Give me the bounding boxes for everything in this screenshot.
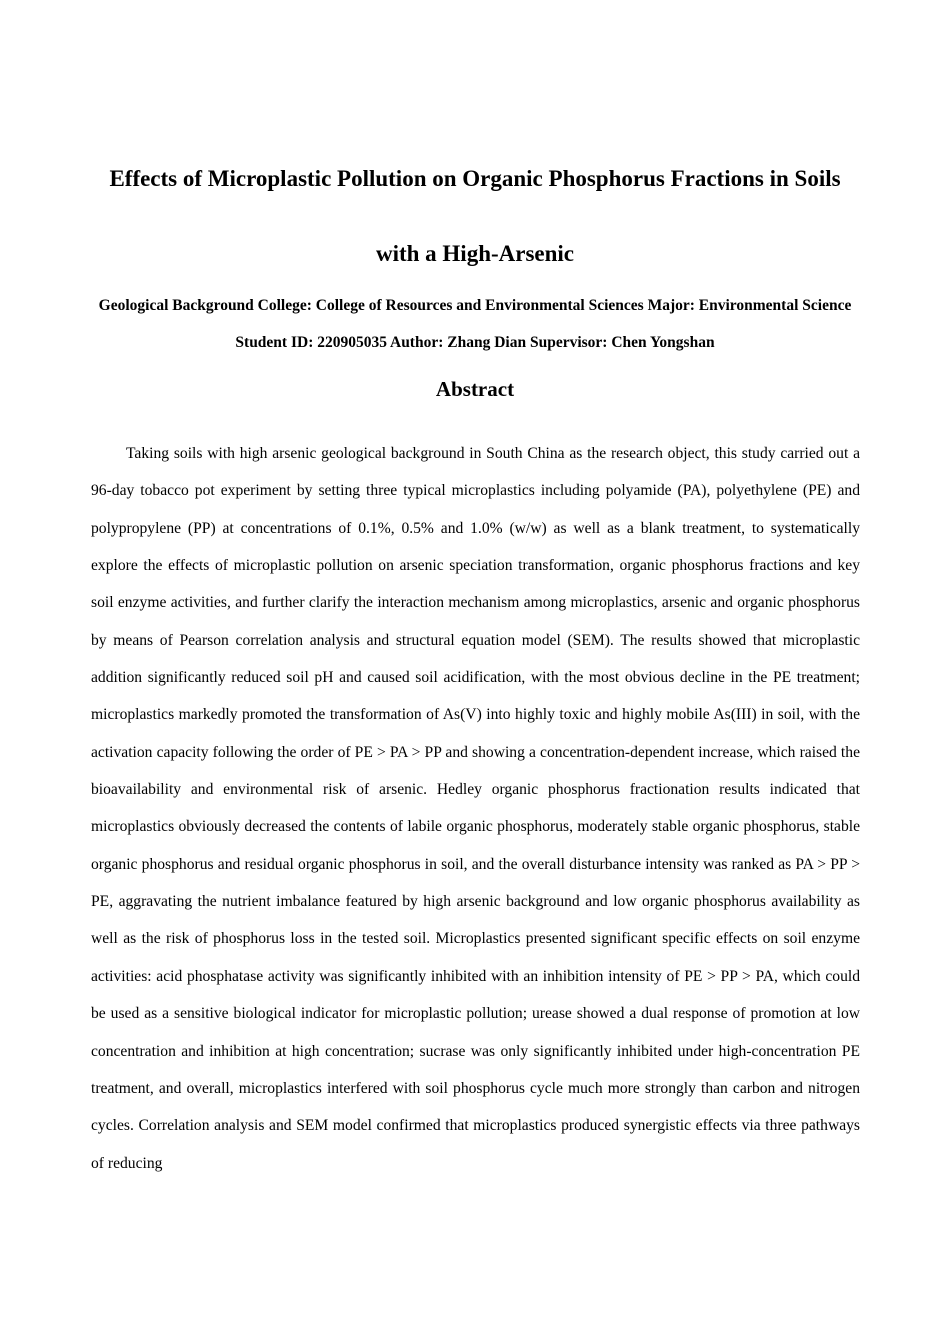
author-meta: Geological Background College: College of Resources and Environmental Sciences Major: Environmental Science Student ID: 220905035 Author: Zhang Dian Supervisor: Chen Yongshan <box>98 297 852 351</box>
abstract-body: Taking soils with high arsenic geological background in South China as the research object, this study carried out a 96-day tobacco pot experiment by setting three typical microplastics including polyamide (PA), polyethylene (PE) and polypropylene (PP) at concentrations of 0.1%, 0.5% and 1.0% (w/w) as well as a blank treatment, to systematically explore the effects of microplastic pollution on arsenic speciation transformation, organic phosphorus fractions and key soil enzyme activities, and further clarify the interaction mechanism among microplastics, arsenic and organic phosphorus by means of Pearson correlation analysis and structural equation model (SEM). The results showed that microplastic addition significantly reduced soil pH and caused soil acidification, with the most obvious decline in the PE treatment; microplastics markedly promoted the transformation of As(V) into highly toxic and highly mobile As(III) in soil, with the activation capacity following the order of PE > PA > PP and showing a concentration-dependent increase, which raised the bioavailability and environmental risk of arsenic. Hedley organic phosphorus fractionation results indicated that microplastics obviously decreased the contents of labile organic phosphorus, moderately stable organic phosphorus, stable organic phosphorus and residual organic phosphorus in soil, and the overall disturbance intensity was ranked as PA > PP > PE, aggravating the nutrient imbalance featured by high arsenic background and low organic phosphorus availability as well as the risk of phosphorus loss in the tested soil. Microplastics presented significant specific effects on soil enzyme activities: acid phosphatase activity was significantly inhibited with an inhibition intensity of PE > PP > PA, which could be used as a sensitive biological indicator for microplastic pollution; urease showed a dual response of promotion at low concentration and inhibition at high concentration; sucrase was only significantly inhibited under high-concentration PE treatment, and overall, microplastics interfered with soil phosphorus cycle much more strongly than carbon and nitrogen cycles. Correlation analysis and SEM model confirmed that microplastics produced synergistic effects via three pathways of reducing <box>91 445 860 1172</box>
paper-title-line-1: Effects of Microplastic Pollution on Organic Phosphorus Fractions in Soils <box>109 166 841 191</box>
abstract-heading: Abstract <box>435 377 515 401</box>
paper-title-line-2: with a High-Arsenic <box>375 241 575 266</box>
